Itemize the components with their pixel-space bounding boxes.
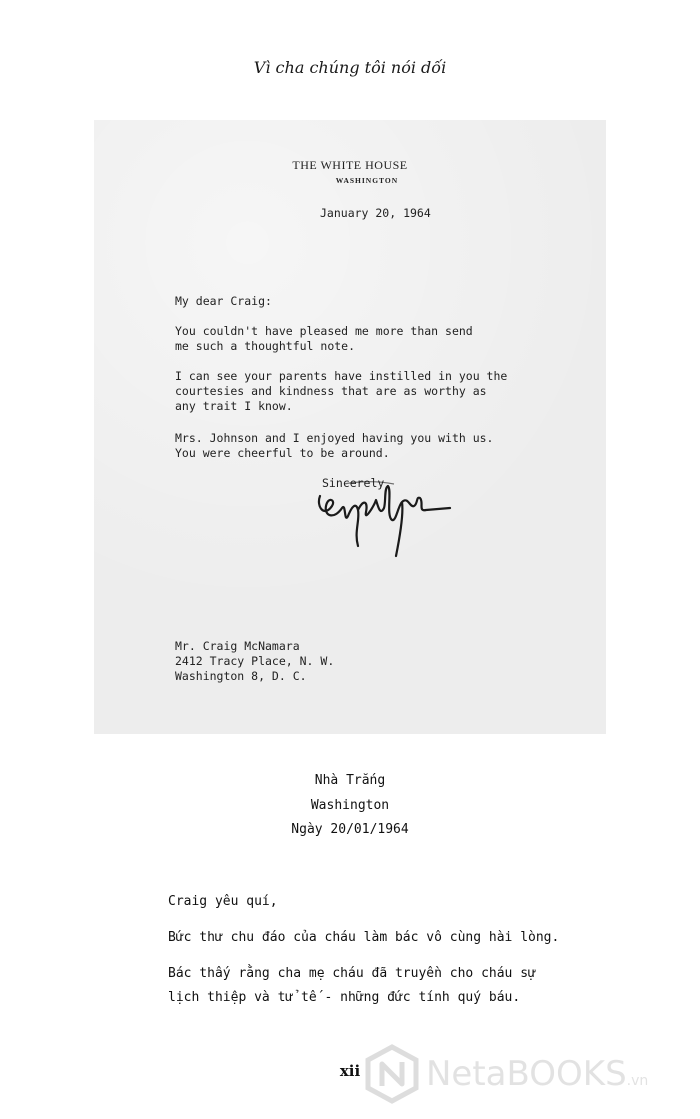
address-line1: Mr. Craig McNamara	[175, 639, 300, 653]
address-line3: Washington 8, D. C.	[175, 669, 307, 683]
letterhead-title: THE WHITE HOUSE	[292, 158, 408, 172]
watermark-suffix: .vn	[626, 1073, 649, 1089]
watermark	[364, 1044, 694, 1104]
letter-para1-line2: me such a thoughtful note.	[175, 339, 356, 353]
letter-date: January 20, 1964	[320, 206, 431, 220]
netabooks-logo-icon	[364, 1044, 420, 1104]
letter-para2-line2: courtesies and kindness that are as worthy as	[175, 384, 487, 398]
translation-date: Ngày 20/01/1964	[291, 822, 409, 837]
translation-para2-line1: Bác thấy rằng cha mẹ cháu đã truyền cho cháu sự	[168, 966, 536, 981]
letter-para3-line1: Mrs. Johnson and I enjoyed having you with us.	[175, 431, 494, 445]
watermark-brand: NetaBOOKS	[426, 1054, 627, 1094]
translation-heading2: Washington	[310, 798, 390, 813]
watermark-text	[426, 1054, 648, 1094]
letter-para1-line1: You couldn't have pleased me more than send	[175, 324, 473, 338]
translation-salutation: Craig yêu quí,	[168, 894, 278, 909]
running-title: Vì cha chúng tôi nói dối	[253, 58, 447, 77]
address-line2: 2412 Tracy Place, N. W.	[175, 654, 335, 668]
signature-image	[314, 476, 454, 566]
letter-scan	[94, 120, 606, 734]
translation-para2-line2: lịch thiệp và tử tế - những đức tính quý báu.	[168, 990, 521, 1005]
translation-para1: Bức thư chu đáo của cháu làm bác vô cùng hài lòng.	[168, 930, 560, 945]
letterhead-subtitle: WASHINGTON	[335, 176, 399, 185]
letter-para2-line1: I can see your parents have instilled in you the	[175, 369, 508, 383]
page-number: xii	[339, 1062, 361, 1080]
letter-salutation: My dear Craig:	[175, 294, 272, 308]
letter-para3-line2: You were cheerful to be around.	[175, 446, 390, 460]
translation-heading1: Nhà Trắng	[314, 773, 386, 788]
letter-closing: Sincerely,	[322, 476, 392, 490]
letter-para2-line3: any trait I know.	[175, 399, 293, 413]
